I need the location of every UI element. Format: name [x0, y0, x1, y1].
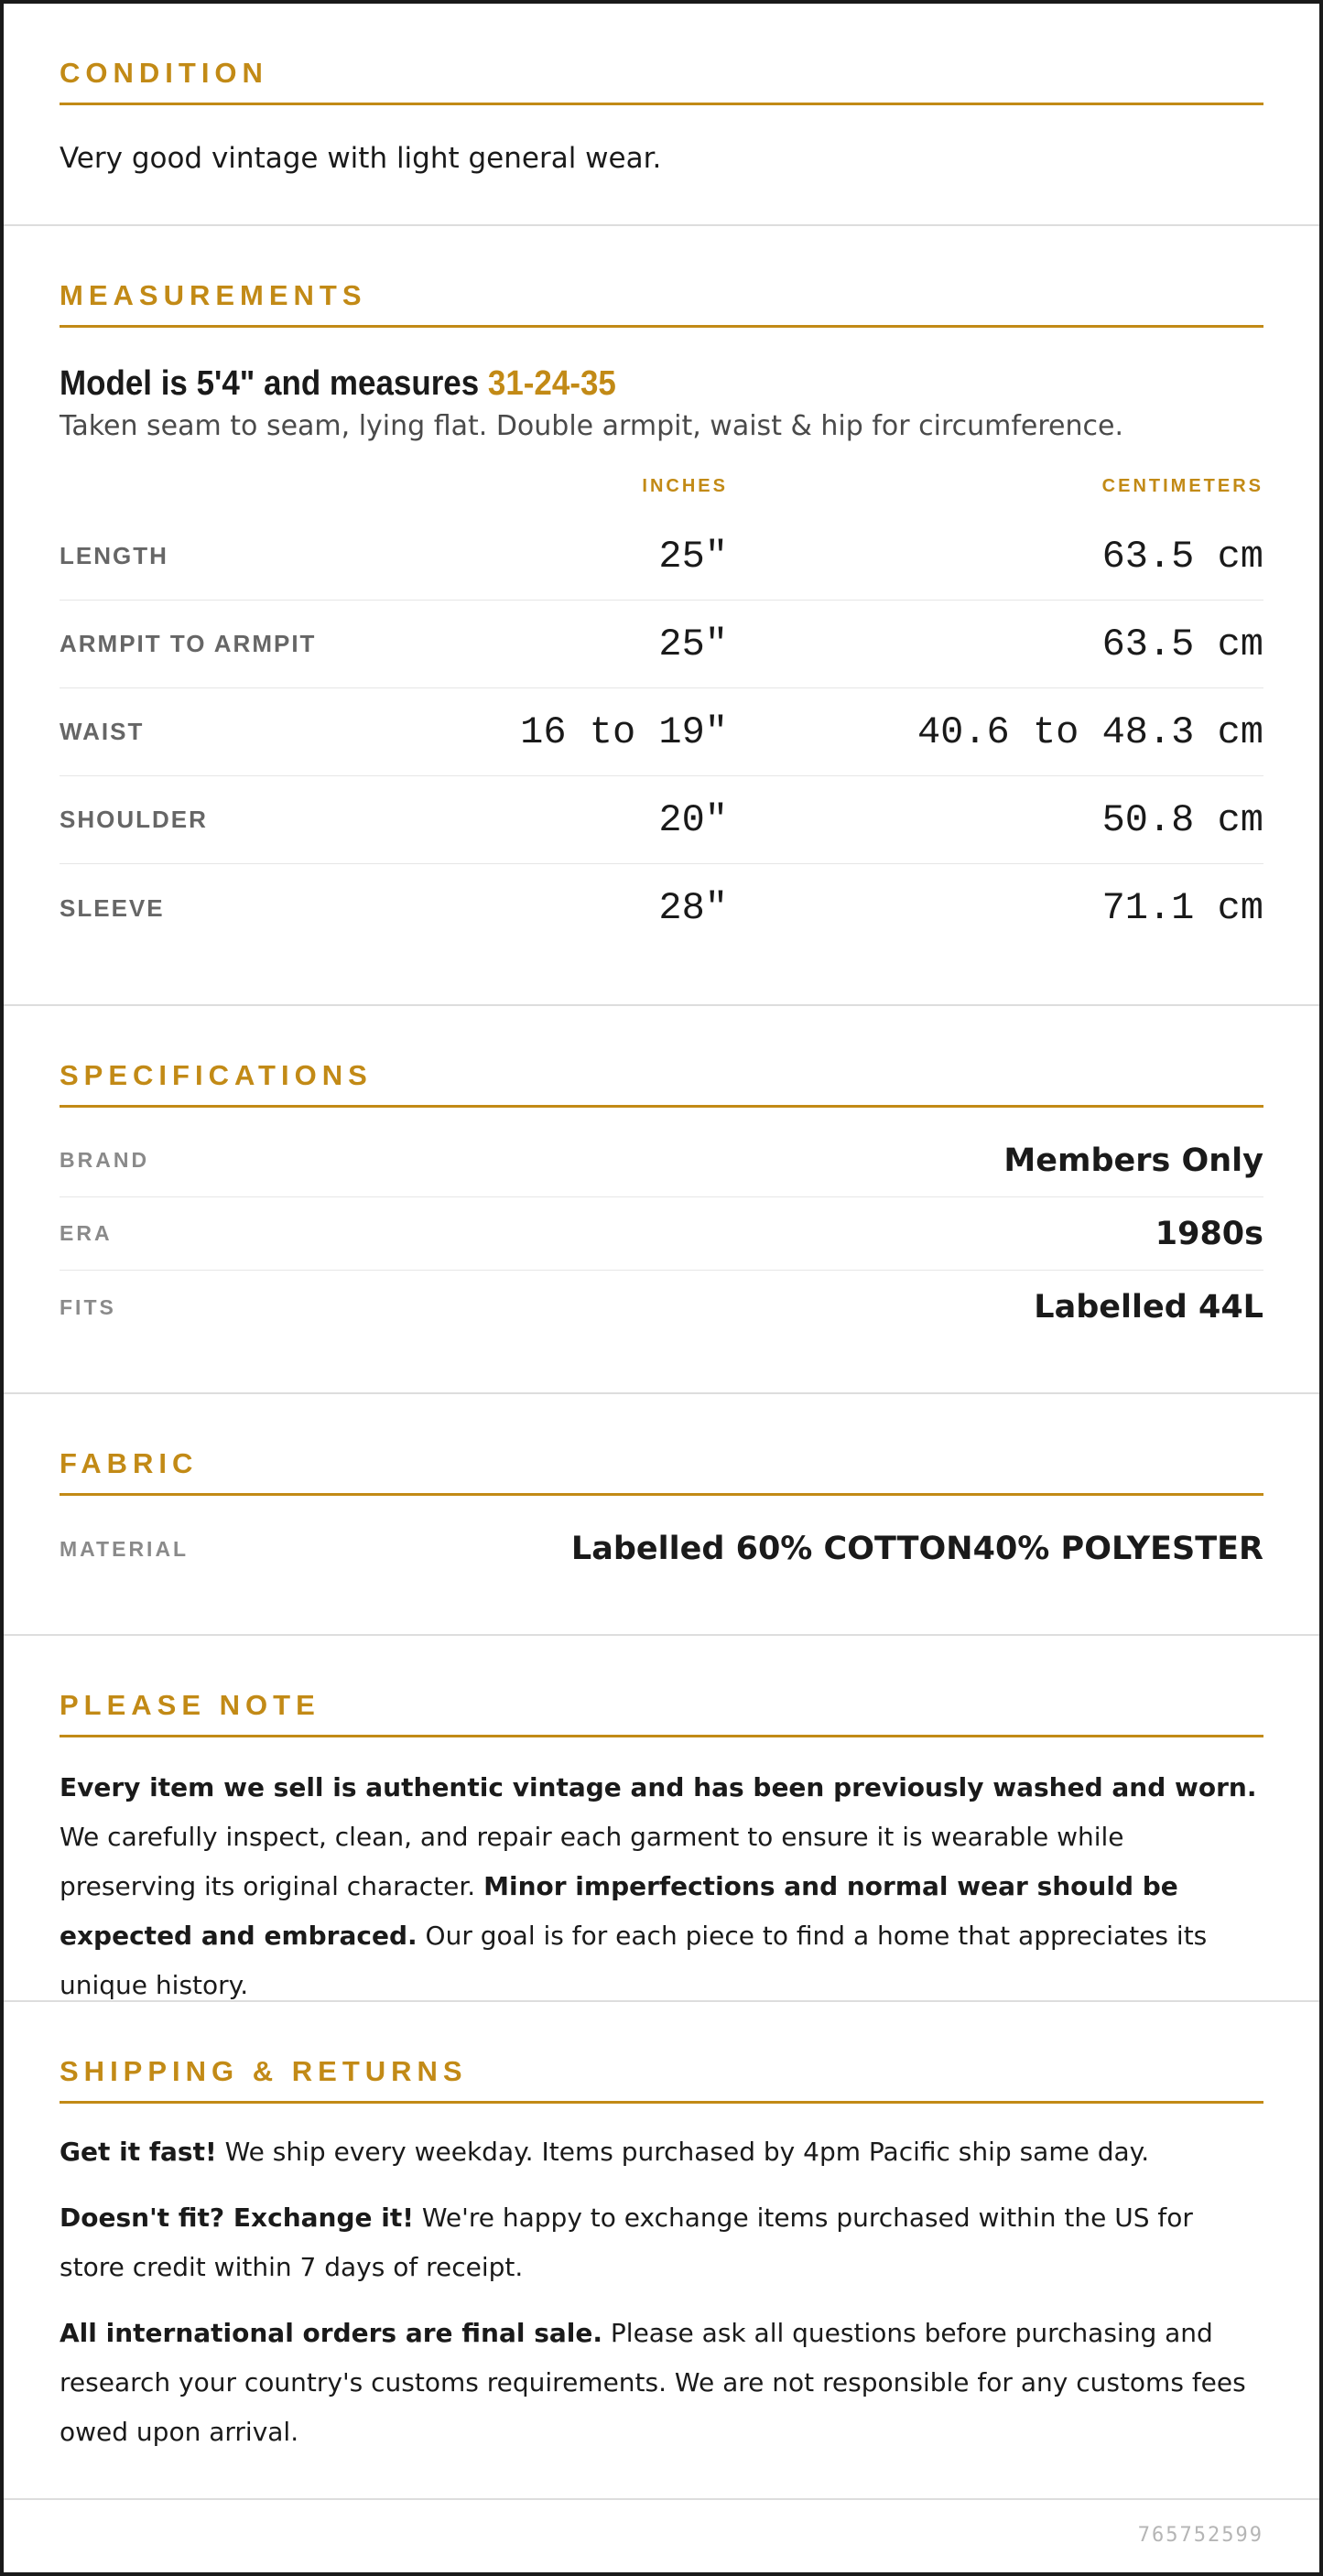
list-item: [60, 1271, 1263, 1344]
measurement-cm: 71.1 cm: [1101, 886, 1263, 930]
list-item: [60, 1124, 1263, 1197]
measurement-inches: 25": [658, 534, 728, 579]
fabric-list: [60, 1512, 1263, 1586]
measurement-label: LENGTH: [60, 542, 168, 569]
international-text: Please ask all questions before purchasing and research your country's customs requirements. We are not responsible for any customs fees owed upon arrival.: [60, 2318, 1246, 2447]
specifications-section: [4, 1006, 1319, 1394]
product-id: 765752599: [1137, 2524, 1263, 2547]
list-item: [60, 1197, 1263, 1271]
shipping-text: We ship every weekday. Items purchased by 4pm Pacific ship same day.: [216, 2137, 1150, 2167]
measurement-label: ARMPIT TO ARMPIT: [60, 630, 317, 657]
note-text-1: We carefully inspect, clean, and repair each garment to ensure it is wearable while preserving its original character.: [60, 1822, 1124, 1901]
table-row: [60, 776, 1263, 864]
spec-label-fits: FITS: [60, 1294, 116, 1319]
measurements-subtitle: Taken seam to seam, lying flat. Double armpit, waist & hip for circumference.: [60, 410, 1124, 442]
measurements-title: MEASUREMENTS: [60, 277, 1263, 328]
measurements-table-header: [60, 472, 1263, 500]
specifications-list: [60, 1124, 1263, 1344]
model-info: [60, 363, 1167, 405]
model-info-prefix: Model is 5'4" and measures: [60, 364, 488, 403]
condition-text: Very good vintage with light general wear.: [60, 142, 662, 175]
measurement-label: SHOULDER: [60, 806, 208, 833]
spec-label-material: MATERIAL: [60, 1536, 190, 1561]
note-bold-2: Minor imperfections and normal wear should be expected and embraced.: [60, 1871, 1178, 1951]
shipping-returns-title: SHIPPING & RETURNS: [60, 2053, 1263, 2104]
exchange-paragraph: [60, 2193, 1263, 2292]
measurement-cm: 40.6 to 48.3 cm: [916, 709, 1263, 754]
centimeters-column-header: CENTIMETERS: [1101, 475, 1263, 496]
exchange-bold: Doesn't fit? Exchange it!: [60, 2203, 414, 2233]
please-note-text: [60, 1763, 1263, 2010]
spec-value-brand: Members Only: [1003, 1142, 1263, 1179]
note-text-2: Our goal is for each piece to find a home that appreciates its unique history.: [60, 1921, 1208, 2000]
fabric-section: [4, 1394, 1319, 1636]
table-row: [60, 864, 1263, 952]
measurement-label: WAIST: [60, 718, 145, 745]
shipping-bold: Get it fast!: [60, 2137, 217, 2167]
measurement-inches: 20": [658, 797, 728, 842]
measurement-cm: 63.5 cm: [1101, 534, 1263, 579]
model-measurements: 31-24-35: [487, 364, 616, 403]
please-note-title: PLEASE NOTE: [60, 1687, 1263, 1737]
measurement-inches: 28": [658, 886, 728, 930]
condition-title: CONDITION: [60, 55, 1263, 105]
measurements-table: [60, 513, 1263, 952]
measurement-inches: 25": [658, 622, 728, 666]
exchange-text: We're happy to exchange items purchased within the US for store credit within 7 days of receipt.: [60, 2203, 1193, 2282]
table-row: [60, 688, 1263, 776]
table-row: [60, 601, 1263, 688]
list-item: [60, 1512, 1263, 1586]
shipping-paragraph: [60, 2127, 1263, 2177]
condition-section: [4, 4, 1319, 226]
shipping-returns-section: [4, 2002, 1319, 2500]
spec-label-brand: BRAND: [60, 1148, 150, 1172]
specifications-title: SPECIFICATIONS: [60, 1057, 1263, 1108]
spec-value-fits: Labelled 44L: [1034, 1289, 1263, 1326]
international-bold: All international orders are final sale.: [60, 2318, 603, 2348]
table-row: [60, 513, 1263, 601]
fabric-title: FABRIC: [60, 1445, 1263, 1496]
spec-label-era: ERA: [60, 1221, 113, 1245]
please-note-section: [4, 1636, 1319, 2002]
inches-column-header: INCHES: [642, 475, 728, 496]
measurement-label: SLEEVE: [60, 893, 165, 922]
measurement-inches: 16 to 19": [520, 709, 728, 754]
international-paragraph: [60, 2309, 1263, 2457]
spec-value-era: 1980s: [1155, 1215, 1263, 1252]
measurements-section: [4, 226, 1319, 1006]
spec-value-material: Labelled 60% COTTON40% POLYESTER: [570, 1531, 1263, 1567]
measurement-cm: 63.5 cm: [1101, 622, 1263, 666]
measurement-cm: 50.8 cm: [1101, 797, 1263, 842]
note-bold-1: Every item we sell is authentic vintage and has been previously washed and worn.: [60, 1772, 1257, 1802]
